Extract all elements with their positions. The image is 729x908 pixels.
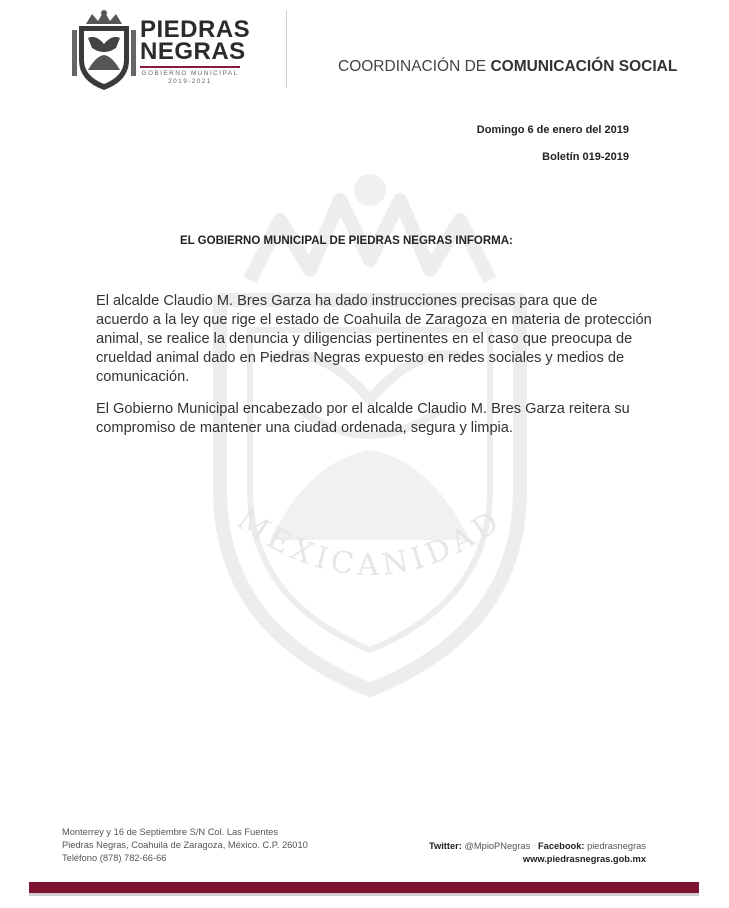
- twitter-handle[interactable]: @MpioPNegras: [461, 841, 531, 851]
- facebook-label: Facebook:: [537, 841, 585, 851]
- footer-address: [62, 826, 308, 865]
- department-title: [338, 58, 677, 76]
- brand-divider: [140, 66, 240, 68]
- bulletin-heading: EL GOBIERNO MUNICIPAL DE PIEDRAS NEGRAS INFORMA:: [180, 235, 513, 247]
- address-phone: Teléfono (878) 782-66-66: [62, 853, 167, 863]
- header-divider: [286, 10, 287, 88]
- body-paragraph-1: El alcalde Claudio M. Bres Garza ha dado instrucciones precisas para que de acuerdo a la ley que rige el estado de Coahuila de Zaragoza en materia de protección animal, se realice la denuncia y diligencias pertinentes en el caso que preocupa de crueldad animal dado en Piedras Negras expuesto en redes sociales y medios de comunicación.: [96, 293, 652, 385]
- address-line-2: Piedras Negras, Coahuila de Zaragoza, México. C.P. 26010: [62, 840, 308, 850]
- facebook-handle[interactable]: piedrasnegras: [584, 841, 646, 851]
- brand-term: 2019-2021: [168, 78, 212, 85]
- brand-name-line2: NEGRAS: [140, 38, 246, 65]
- footer-accent-shadow: [29, 893, 699, 896]
- bulletin-number: Boletín 019-2019: [542, 151, 629, 163]
- footer-accent-bar: [29, 882, 699, 893]
- department-title-prefix: COORDINACIÓN DE: [338, 58, 491, 75]
- address-line-1: Monterrey y 16 de Septiembre S/N Col. Las Fuentes: [62, 827, 278, 837]
- brand-subtitle: GOBIERNO MUNICIPAL: [141, 70, 239, 77]
- bulletin-body: [96, 292, 652, 451]
- website-link[interactable]: www.piedrasnegras.gob.mx: [522, 854, 646, 864]
- twitter-label: Twitter:: [429, 841, 462, 851]
- footer-social: [429, 840, 646, 866]
- body-paragraph-2: El Gobierno Municipal encabezado por el alcalde Claudio M. Bres Garza reitera su compromiso de mantener una ciudad ordenada, segura y limpia.: [96, 401, 630, 436]
- piedras-negras-logo-icon: [72, 8, 136, 94]
- brand-name-line1: PIEDRAS: [140, 16, 251, 43]
- department-title-bold: COMUNICACIÓN SOCIAL: [490, 58, 678, 75]
- watermark-text: MEXICANIDAD: [230, 502, 510, 584]
- bulletin-date: Domingo 6 de enero del 2019: [476, 124, 629, 136]
